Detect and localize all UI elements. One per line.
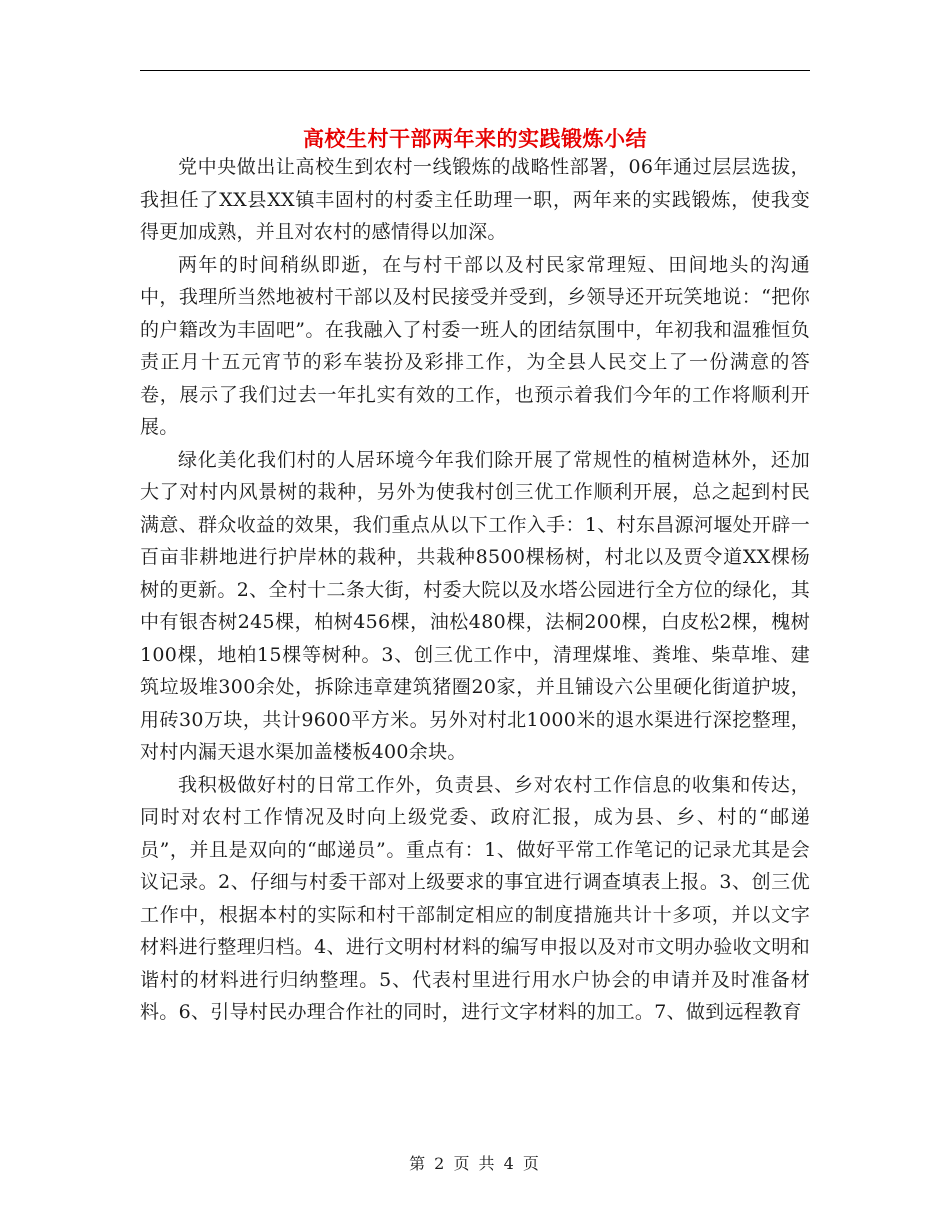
document-title: 高校生村干部两年来的实践锻炼小结 <box>303 126 647 152</box>
paragraph-greening: 绿化美化我们村的人居环境今年我们除开展了常规性的植树造林外，还加大了对村内风景树的栽种，另外为使我村创三优工作顺利开展，总之起到村民满意、群众收益的效果，我们重点从以下工作入手：1、村东昌源河堰处开辟一百亩非耕地进行护岸林的栽种，共栽种8500棵杨树，村北以及贾令道XX棵杨树的更新。2、全村十二条大街，村委大院以及水塔公园进行全方位的绿化，其中有银杏树245棵，柏树456棵，油松480棵，法桐200棵，白皮松2棵，槐树100棵，地柏15棵等树种。3、创三优工作中，清理煤堆、粪堆、柴草堆、建筑垃圾堆300余处，拆除违章建筑猪圈20家，并且铺设六公里硬化街道护坡，用砖30万块，共计9600平方米。另外对村北1000米的退水渠进行深挖整理，对村内漏天退水渠加盖楼板400余块。 <box>140 448 810 763</box>
paragraph-intro: 党中央做出让高校生到农村一线锻炼的战略性部署，06年通过层层选拔，我担任了XX县XX镇丰固村的村委主任助理一职，两年来的实践锻炼，使我变得更加成熟，并且对农村的感情得以加深。 <box>140 156 810 243</box>
page-footer: 第 2 页 共 4 页 <box>409 1154 541 1173</box>
document-body <box>140 151 810 1029</box>
paragraph-integration: 两年的时间稍纵即逝，在与村干部以及村民家常理短、田间地头的沟通中，我理所当然地被村干部以及村民接受并受到，乡领导还开玩笑地说：“把你的户籍改为丰固吧”。在我融入了村委一班人的团结氛围中，年初我和温雅恒负责正月十五元宵节的彩车装扮及彩排工作，为全县人民交上了一份满意的答卷，展示了我们过去一年扎实有效的工作，也预示着我们今年的工作将顺利开展。 <box>140 253 810 438</box>
header-rule <box>140 70 810 71</box>
paragraph-daily-work: 我积极做好村的日常工作外，负责县、乡对农村工作信息的收集和传达，同时对农村工作情况及时向上级党委、政府汇报，成为县、乡、村的“邮递员”，并且是双向的“邮递员”。重点有：1、做好平常工作笔记的记录尤其是会议记录。2、仔细与村委干部对上级要求的事宜进行调查填表上报。3、创三优工作中，根据本村的实际和村干部制定相应的制度措施共计十多项，并以文字材料进行整理归档。4、进行文明村材料的编写申报以及对市文明办验收文明和谐村的材料进行归纳整理。5、代表村里进行用水户协会的申请并及时准备材料。6、引导村民办理合作社的同时，进行文字材料的加工。7、做到远程教育 <box>140 773 810 1023</box>
